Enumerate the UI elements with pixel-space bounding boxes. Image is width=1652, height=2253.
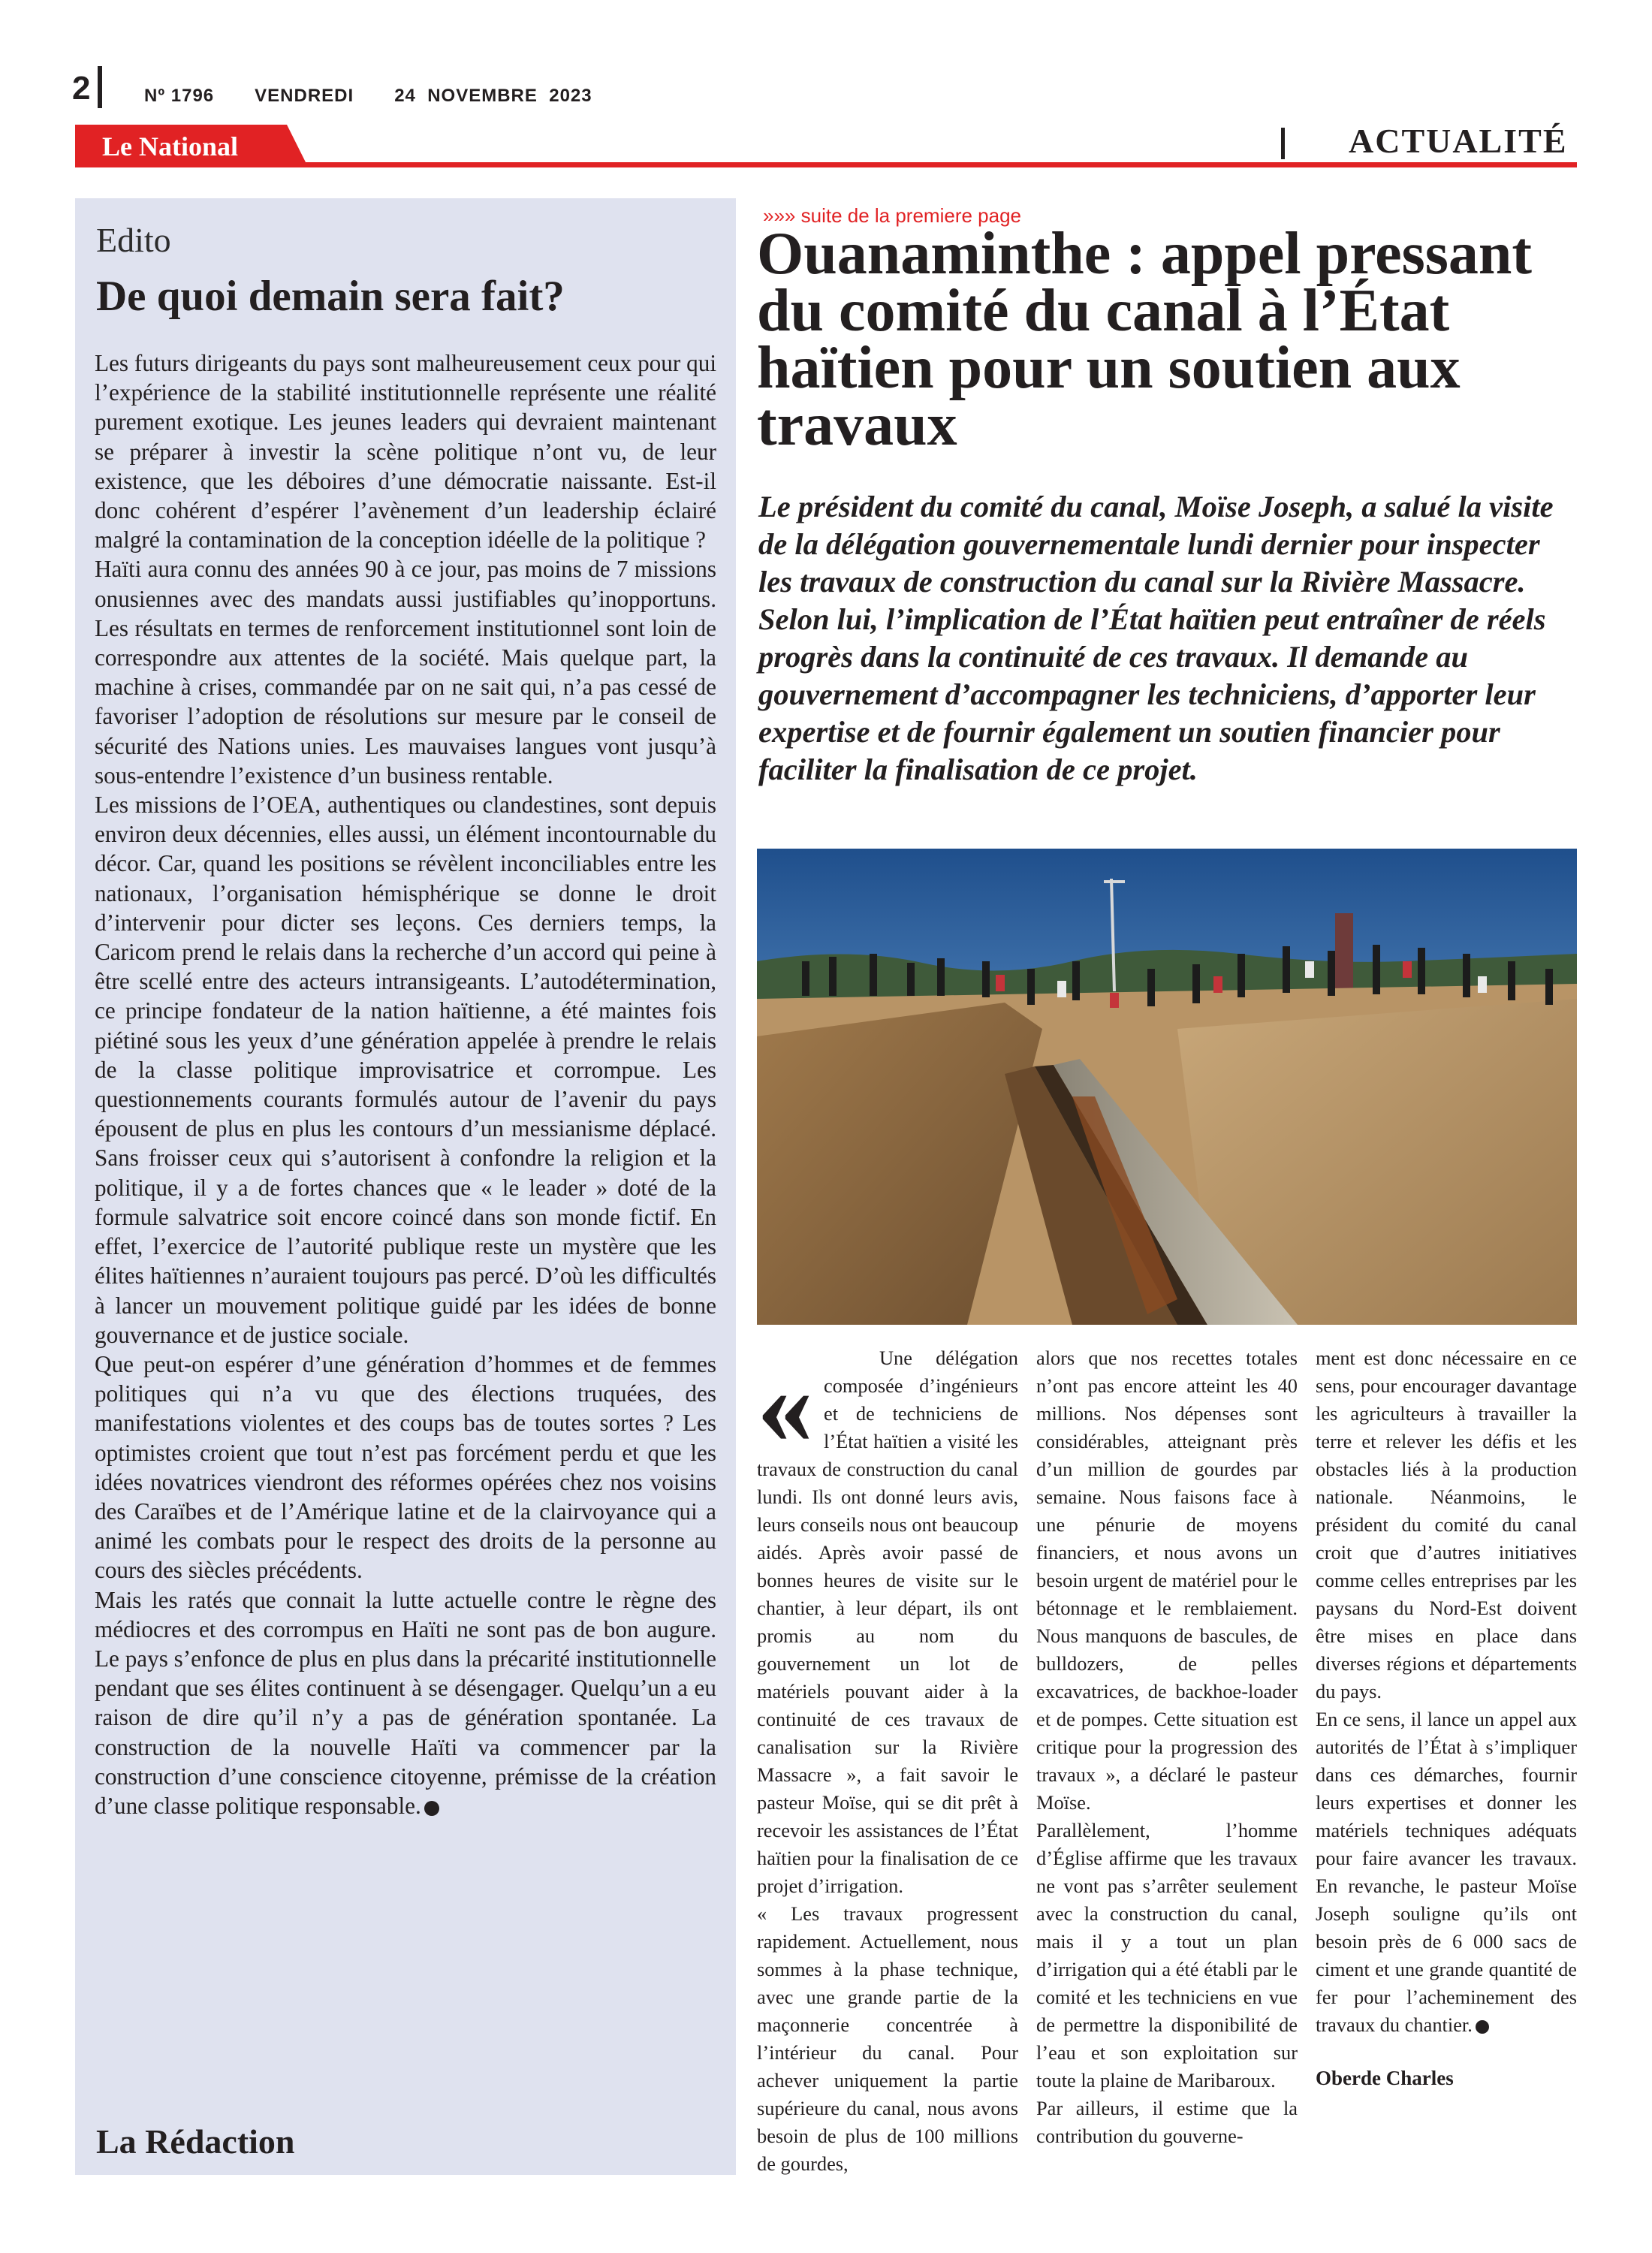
article-paragraph: alors que nos recettes totales n’ont pas encore atteint les 40 millions. Nos dépenses sont considérables, atteignant près d’un million de gourdes par semaine. Nous faisons face à une pénurie de moyens financiers, et nous avons un besoin urgent de matériel pour le bétonnage et le remblaiement. Nous manquons de bascules, de bulldozers, de pelles excavatrices, de backhoe-loader et de pompes. Cette situation est critique pour la progression des travaux », a déclaré le pasteur Moïse. <box>1036 1347 1298 1814</box>
edito-paragraph: Les futurs dirigeants du pays sont malheureusement ceux pour qui l’expérience de la stabilité institutionnelle représente une réalité purement exotique. Les jeunes leaders qui devraient maintenant se préparer à investir la scène politique n’ont vu, de leur existence, que les déboires d’une démocratie naissante. Est-il donc cohérent d’espérer l’avènement d’un leadership éclairé malgré la contamination de la conception idéelle de la politique ? <box>95 350 716 553</box>
photo-illustration <box>757 849 1577 1325</box>
article-photo-canal-construction <box>757 849 1577 1325</box>
open-quote-icon: « <box>757 1343 813 1467</box>
end-mark-icon <box>424 1801 439 1816</box>
edito-paragraph: Les missions de l’OEA, authentiques ou clandestines, sont depuis environ deux décennies, elles aussi, un élément incontournable du décor. Car, quand les positions se révèlent inconciliables entre les nationaux, l’organisation hémisphérique se donne le droit d’intervenir pour dicter ses leçons. Ces derniers temps, la Caricom prend le relais dans la recherche d’un accord qui peine à être scellé entre des acteurs intransigeants. L’autodétermination, ce principe fondateur de la nation haïtienne, a été maintes fois piétiné sous les yeux d’une génération appelée à prendre le relais de la classe politique improvisatrice et corrompue. Les questionnements courants formulés autour de l’avenir du pays épousent de plus en plus les contours d’un messianisme déplacé. Sans froisser ceux qui s’autorisent à confondre la religion et la politique, il y a de fortes chances que « le leader » doté de la formule salvatrice soit encore coincé dans son monde fictif. En effet, l’exercice de l’autorité publique reste un mystère que les élites haïtiennes n’auraient toujours pas percé. D’où les difficultés à lancer un mouvement politique guidé par les idées de bonne gouvernance et de justice sociale. <box>95 792 716 1348</box>
section-divider <box>1281 128 1285 159</box>
article-column-1 <box>757 1344 1018 2178</box>
edito-paragraph: Que peut-on espérer d’une génération d’hommes et de femmes politiques qui n’a vu que des élections truquées, des manifestations violentes et des coups bas de toutes sortes ? Les optimistes croient que tout n’est pas forcément perdu et que les idées novatrices viendront des réformes opérées chez nos voisins des Caraïbes et de l’Amérique latine et de la clairvoyance qui a animé les combats pour le respect des droits de la personne au cours des siècles précédents. <box>95 1350 716 1584</box>
issue-number: Nº 1796 <box>144 86 215 106</box>
edito-paragraph: Haïti aura connu des années 90 à ce jour, pas moins de 7 missions onusiennes avec des mandats aussi justifiables qu’inopportuns. Les résultats en termes de renforcement institutionnel sont loin de correspondre aux attentes de la société. Mais quelque part, la machine à crises, commandée par on ne sait qui, n’a pas cessé de favoriser l’adoption de résolutions sur mesure par le conseil de sécurité des Nations unies. Les mauvaises langues vont jusqu’à sous-entendre l’existence d’un business rentable. <box>95 556 716 789</box>
article-paragraph-last <box>1316 1706 1577 2039</box>
edito-label: Edito <box>96 221 171 259</box>
section-name: ACTUALITÉ <box>1349 122 1568 160</box>
continuation-kicker: »»» suite de la premiere page <box>763 204 1022 227</box>
article-lead: Le président du comité du canal, Moïse Joseph, a salué la visite de la délégation gouvernementale lundi dernier pour inspecter les travaux de construction du canal sur la Rivière Massacre. Selon lui, l’implication de l’État haïtien peut entraîner de réels progrès dans la continuité de ces travaux. Il demande au gouvernement d’accompagner les techniciens, d’apporter leur expertise et de fournir également un soutien financier pour faciliter la finalisation de ce projet. <box>758 490 1554 786</box>
header-rule <box>75 162 1577 167</box>
newspaper-brand: Le National <box>102 131 239 161</box>
issue-weekday: VENDREDI <box>255 86 354 106</box>
edito-paragraph-last <box>95 1585 716 1821</box>
article-column-2 <box>1036 1344 1298 2150</box>
edito-title: De quoi demain sera fait? <box>96 273 565 320</box>
article-paragraph: Parallèlement, l’homme d’Église affirme que les travaux ne vont pas s’arrêter seulement avec la construction du canal, mais il y a tout un plan d’irrigation qui a été établi par le comité et les techniciens en vue de permettre la disponibilité de l’eau et son exploitation sur toute la plaine de Maribaroux. <box>1036 1819 1298 2092</box>
issue-meta <box>144 86 592 107</box>
issue-date: 24 NOVEMBRE 2023 <box>394 86 592 106</box>
page-number: 2 <box>72 70 91 107</box>
edito-signature: La Rédaction <box>96 2122 295 2161</box>
article-paragraph: ment est donc nécessaire en ce sens, pour encourager davantage les agriculteurs à travailler la terre et relever les défis et les obstacles liés à la production nationale. Néanmoins, le président du comité du canal croit que d’autres initiatives comme celles entreprises par les paysans du Nord-Est doivent être mises en place dans diverses régions et départements du pays. <box>1316 1347 1577 1703</box>
article-paragraph: Par ailleurs, il estime que la contribution du gouverne- <box>1036 2097 1298 2147</box>
article-paragraph: « Les travaux progressent rapidement. Actuellement, nous sommes à la phase technique, avec une grande partie de la maçonnerie concentrée à l’intérieur du canal. Pour achever uniquement la partie supérieure du canal, nous avons besoin de plus de 100 millions de gourdes, <box>757 1902 1018 2175</box>
end-mark-icon <box>1476 2020 1489 2034</box>
edito-body <box>95 348 716 1820</box>
page-number-divider <box>98 66 102 108</box>
edito-paragraph-text: Mais les ratés que connait la lutte actuelle contre le règne des médiocres et des corrompus en Haïti ne sont pas de bon augure. Le pays s’enfonce de plus en plus dans la précarité institutionnelle pendant que ses élites continuent à se désengager. Quelqu’un a eu raison de dire qu’il n’y a pas de génération spontanée. La construction de la nouvelle Haïti va commencer par la construction d’une conscience citoyenne, prémisse de la création d’une classe politique responsable. <box>95 1586 716 1819</box>
article-column-3 <box>1316 1344 1577 2092</box>
article-paragraph-text: Une délégation composée d’ingénieurs et de techniciens de l’État haïtien a visité les travaux de construction du canal lundi. Ils ont donné leurs avis, leurs conseils nous ont beaucoup aidés. Après avoir passé de bonnes heures de visite sur le chantier, à leur départ, ils ont promis au nom du gouvernement un lot de matériels pouvant aider à la continuité de ces travaux de canalisation sur la Rivière Massacre », a fait savoir le pasteur Moïse, qui se dit prêt à recevoir les assistances de l’État haïtien pour la finalisation de ce projet d’irrigation. <box>757 1347 1018 1897</box>
edito-box <box>75 198 736 2175</box>
article-byline: Oberde Charles <box>1316 2067 1454 2089</box>
article-paragraph-text: En ce sens, il lance un appel aux autorités de l’État à s’impliquer dans ces démarches, fournir leurs expertises et donner les matériels techniques adéquats pour faire avancer les travaux. En revanche, le pasteur Moïse Joseph souligne qu’ils ont besoin près de 6 000 sacs de ciment et une grande quantité de fer pour l’acheminement des travaux du chantier. <box>1316 1708 1577 2036</box>
article-headline: Ouanaminthe : appel pressant du comité du canal à l’État haïtien pour un soutien aux travaux <box>757 221 1533 458</box>
